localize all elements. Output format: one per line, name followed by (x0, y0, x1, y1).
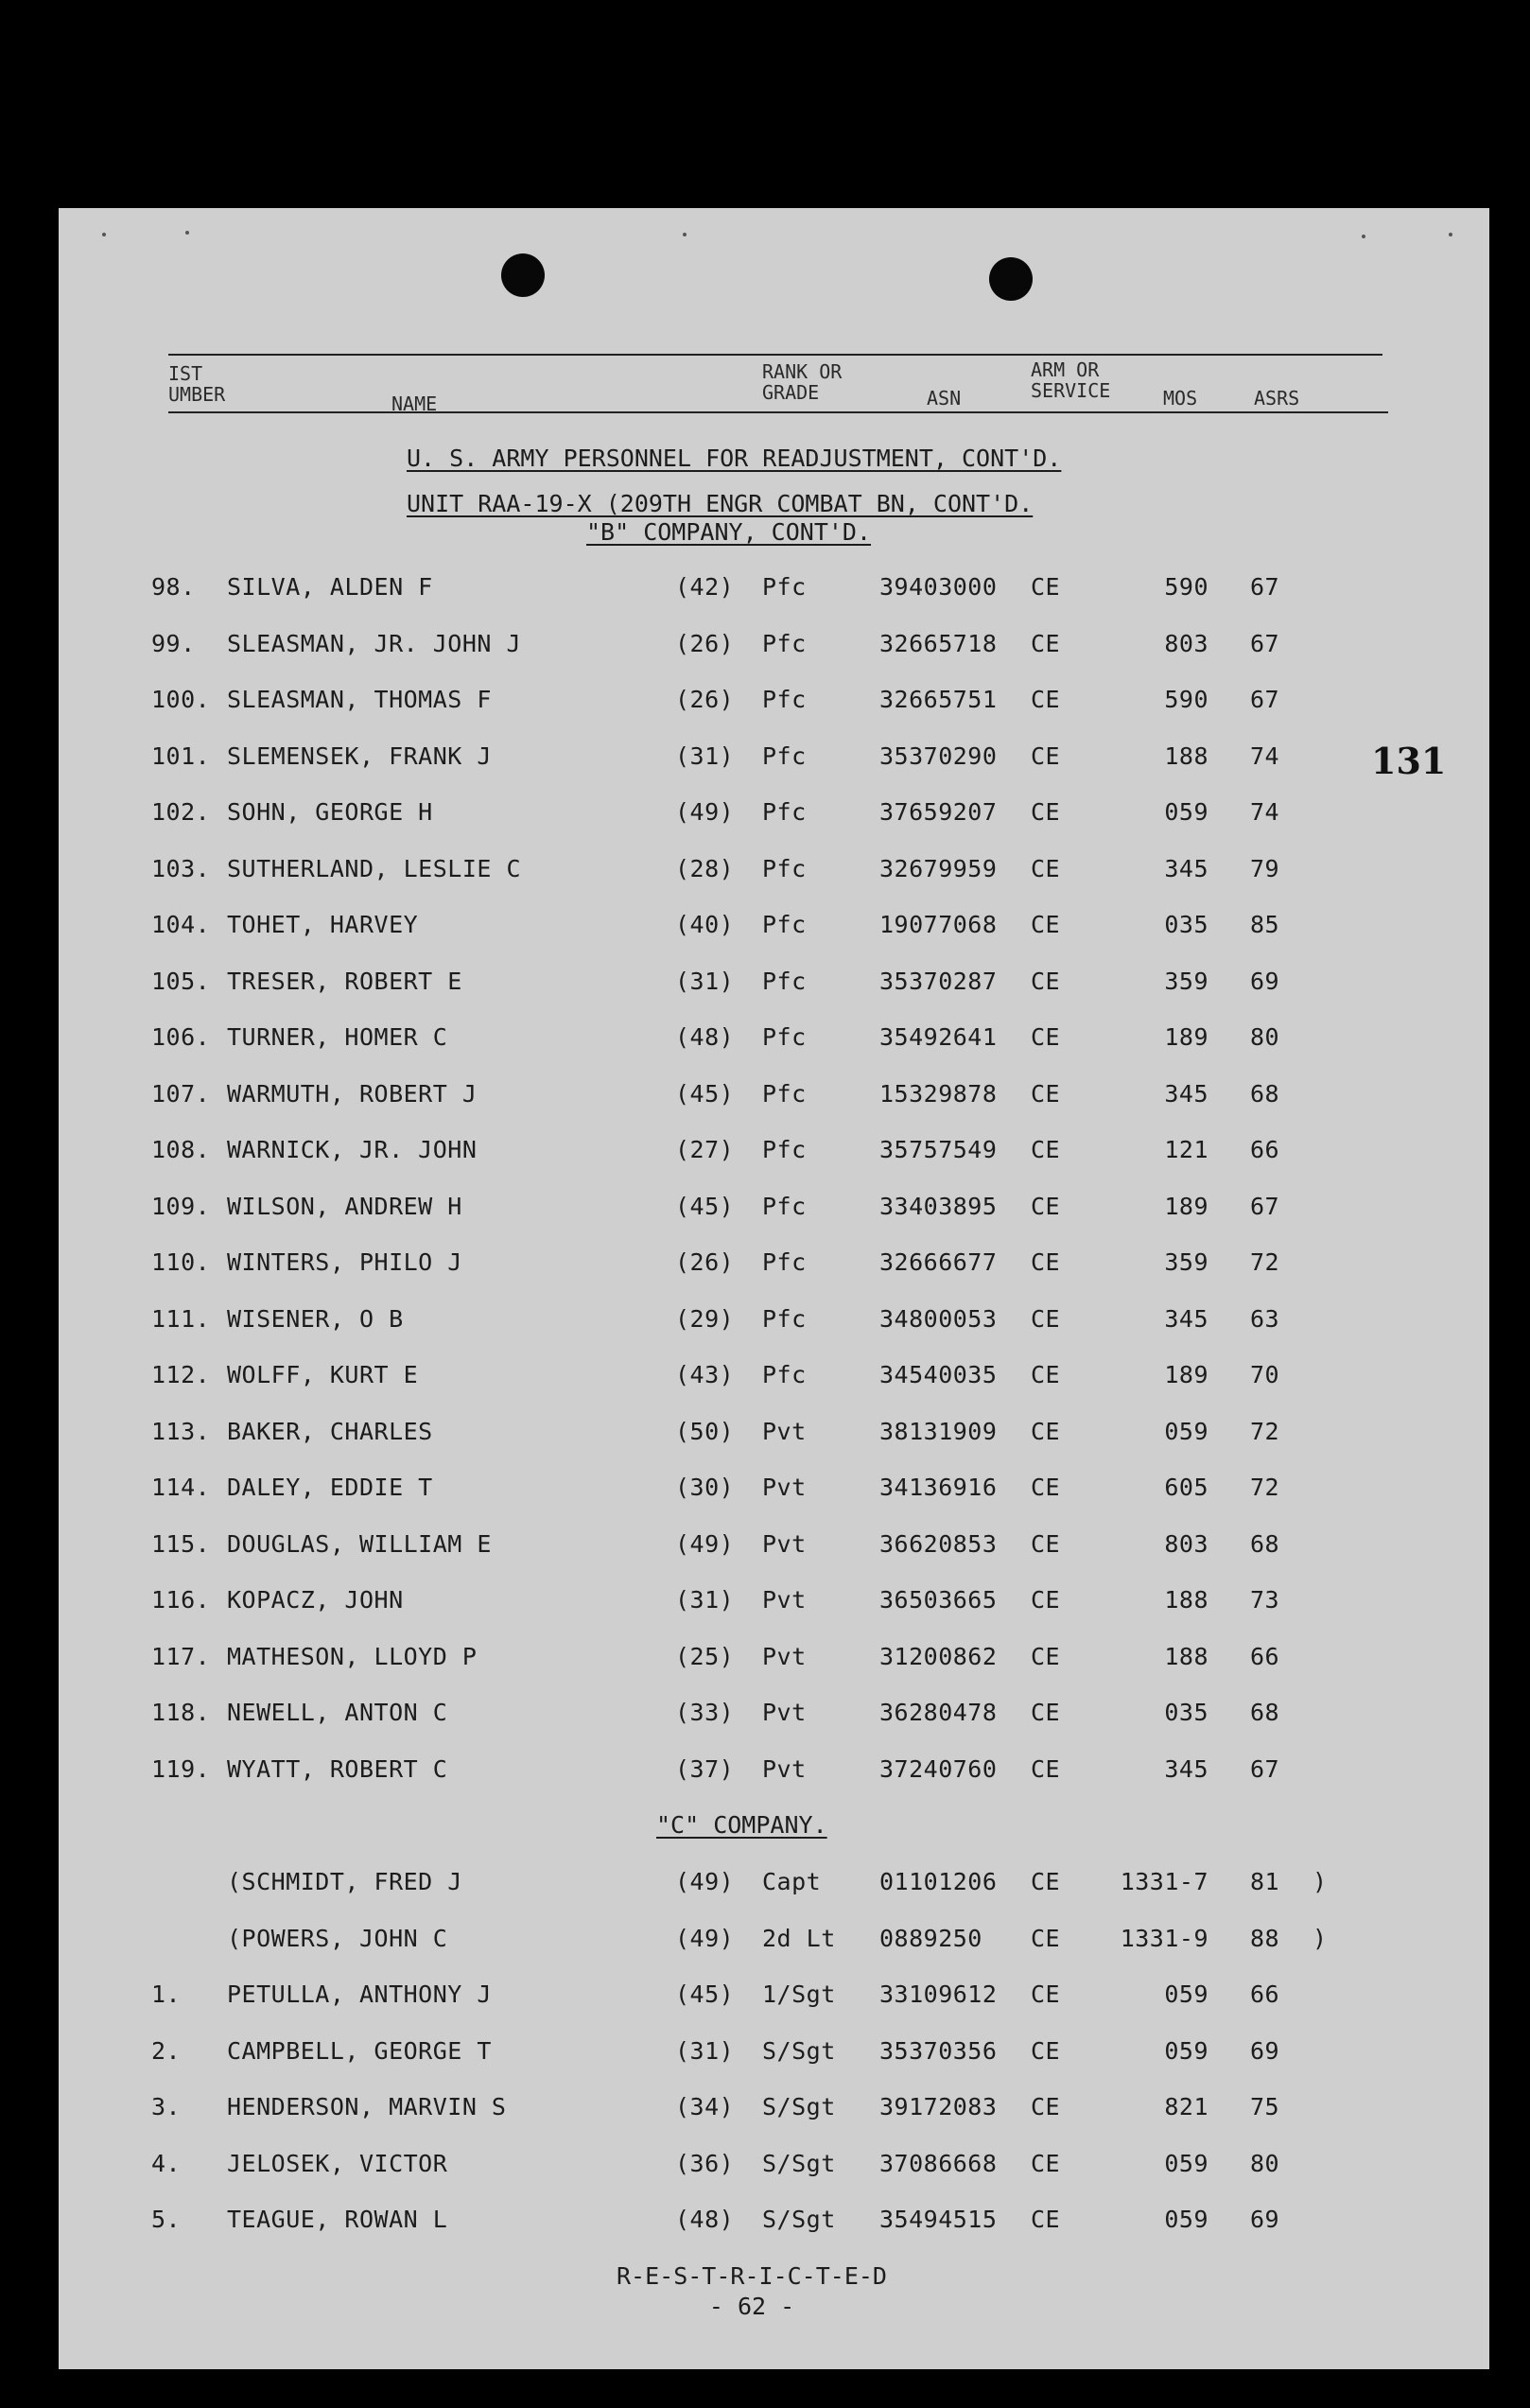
row-asrs: 81 (1250, 1868, 1280, 1895)
row-age: (31) (675, 742, 735, 770)
row-asn: 34800053 (879, 1304, 998, 1333)
row-mos: 059 (1164, 798, 1208, 826)
row-number: 5. (151, 2206, 182, 2233)
row-asrs: 67 (1250, 1192, 1280, 1220)
row-asn: 33403895 (879, 1192, 998, 1220)
row-asrs: 80 (1250, 1023, 1280, 1051)
row-rank: Pfc (762, 573, 807, 601)
row-rank: Pvt (762, 1586, 807, 1614)
row-mos: 345 (1164, 1754, 1208, 1783)
row-name: JELOSEK, VICTOR (227, 2149, 448, 2177)
c-company-title: "C" COMPANY. (656, 1811, 827, 1839)
row-arm: CE (1031, 1023, 1061, 1051)
row-arm: CE (1031, 1079, 1061, 1108)
row-mos: 590 (1164, 573, 1208, 601)
row-mos: 059 (1164, 1417, 1208, 1445)
row-number: 117. (151, 1642, 211, 1670)
row-arm: CE (1031, 1754, 1061, 1783)
row-rank: Pfc (762, 967, 807, 995)
row-name: WARNICK, JR. JOHN (227, 1136, 478, 1163)
row-asrs: 66 (1250, 1980, 1280, 2008)
row-asn: 37240760 (879, 1754, 998, 1783)
row-asn: 35757549 (879, 1136, 998, 1163)
row-asn: 32665751 (879, 686, 998, 713)
row-name: SLEMENSEK, FRANK J (227, 742, 492, 770)
row-mos: 821 (1164, 2093, 1208, 2120)
row-rank: Pfc (762, 1136, 807, 1163)
row-arm: CE (1031, 2093, 1061, 2120)
row-age: (26) (675, 1248, 735, 1276)
row-age: (49) (675, 1529, 735, 1558)
row-number: 2. (151, 2036, 182, 2065)
row-rank: Capt (762, 1868, 822, 1895)
row-mos: 059 (1164, 2206, 1208, 2233)
row-number: 4. (151, 2149, 182, 2177)
row-name: DOUGLAS, WILLIAM E (227, 1529, 492, 1558)
row-age: (33) (675, 1699, 735, 1726)
header-top-rule (168, 354, 1382, 356)
header-asrs: ASRS (1254, 387, 1300, 410)
row-name: BAKER, CHARLES (227, 1417, 433, 1445)
row-asrs: 66 (1250, 1642, 1280, 1670)
row-number: 119. (151, 1754, 211, 1783)
row-asn: 31200862 (879, 1642, 998, 1670)
row-age: (27) (675, 1136, 735, 1163)
paper-speck (1362, 235, 1365, 238)
row-asn: 19077068 (879, 911, 998, 938)
row-name: WOLFF, KURT E (227, 1361, 419, 1388)
row-number: 116. (151, 1586, 211, 1614)
row-arm: CE (1031, 1868, 1061, 1895)
row-asn: 01101206 (879, 1868, 998, 1895)
page-number: - 62 - (708, 2293, 795, 2320)
row-rank: Pvt (762, 1529, 807, 1558)
row-age: (50) (675, 1417, 735, 1445)
row-age: (34) (675, 2093, 735, 2120)
row-mos: 803 (1164, 629, 1208, 657)
row-asn: 35370356 (879, 2036, 998, 2065)
row-number: 109. (151, 1192, 211, 1220)
row-close-paren: ) (1313, 1868, 1328, 1895)
row-arm: CE (1031, 798, 1061, 826)
row-arm: CE (1031, 1586, 1061, 1614)
row-age: (42) (675, 573, 735, 601)
row-name: (SCHMIDT, FRED J (227, 1868, 462, 1895)
header-bottom-rule (168, 411, 1388, 413)
row-rank: Pfc (762, 742, 807, 770)
row-age: (31) (675, 1586, 735, 1614)
row-age: (26) (675, 629, 735, 657)
row-arm: CE (1031, 1192, 1061, 1220)
header-rank: RANK OR GRADE (762, 360, 843, 404)
row-mos: 359 (1164, 967, 1208, 995)
row-mos: 035 (1164, 1699, 1208, 1726)
row-name: TEAGUE, ROWAN L (227, 2206, 448, 2233)
row-asrs: 70 (1250, 1361, 1280, 1388)
row-rank: Pvt (762, 1417, 807, 1445)
paper-speck (1449, 233, 1452, 236)
row-age: (31) (675, 2036, 735, 2065)
row-age: (49) (675, 798, 735, 826)
row-asrs: 74 (1250, 798, 1280, 826)
row-arm: CE (1031, 1924, 1061, 1952)
row-arm: CE (1031, 742, 1061, 770)
row-age: (45) (675, 1192, 735, 1220)
row-age: (45) (675, 1079, 735, 1108)
row-arm: CE (1031, 573, 1061, 601)
header-list-number: IST UMBER (168, 362, 226, 406)
row-rank: Pfc (762, 911, 807, 938)
row-age: (48) (675, 1023, 735, 1051)
row-mos: 059 (1164, 1980, 1208, 2008)
header-mos: MOS (1163, 387, 1198, 410)
row-asn: 35494515 (879, 2206, 998, 2233)
paper-speck (102, 233, 106, 236)
row-asrs: 72 (1250, 1248, 1280, 1276)
row-mos: 035 (1164, 911, 1208, 938)
row-rank: Pvt (762, 1474, 807, 1501)
row-mos: 188 (1164, 1642, 1208, 1670)
row-mos: 189 (1164, 1192, 1208, 1220)
row-number: 111. (151, 1304, 211, 1333)
row-asrs: 67 (1250, 686, 1280, 713)
row-number: 113. (151, 1417, 211, 1445)
row-asn: 38131909 (879, 1417, 998, 1445)
row-arm: CE (1031, 2149, 1061, 2177)
row-asrs: 73 (1250, 1586, 1280, 1614)
header-arm: ARM OR SERVICE (1031, 358, 1111, 402)
row-name: SOHN, GEORGE H (227, 798, 433, 826)
row-asn: 35370290 (879, 742, 998, 770)
row-name: SLEASMAN, JR. JOHN J (227, 629, 522, 657)
row-arm: CE (1031, 1136, 1061, 1163)
row-arm: CE (1031, 1474, 1061, 1501)
row-asn: 36280478 (879, 1699, 998, 1726)
punch-hole-left (501, 253, 545, 297)
row-asrs: 74 (1250, 742, 1280, 770)
header-asn: ASN (927, 387, 962, 410)
header-name: NAME (391, 393, 438, 415)
row-number: 107. (151, 1079, 211, 1108)
row-mos: 345 (1164, 854, 1208, 882)
page-stamp-number: 131 (1371, 740, 1447, 782)
row-number: 3. (151, 2093, 182, 2120)
row-asrs: 79 (1250, 854, 1280, 882)
row-asrs: 63 (1250, 1304, 1280, 1333)
row-age: (45) (675, 1980, 735, 2008)
row-arm: CE (1031, 1699, 1061, 1726)
row-age: (31) (675, 967, 735, 995)
row-arm: CE (1031, 1642, 1061, 1670)
row-name: WINTERS, PHILO J (227, 1248, 462, 1276)
row-number: 118. (151, 1699, 211, 1726)
row-number: 99. (151, 629, 196, 657)
row-name: TRESER, ROBERT E (227, 967, 462, 995)
row-name: WARMUTH, ROBERT J (227, 1079, 478, 1108)
row-name: SLEASMAN, THOMAS F (227, 686, 492, 713)
row-age: (43) (675, 1361, 735, 1388)
row-rank: 1/Sgt (762, 1980, 836, 2008)
row-arm: CE (1031, 1361, 1061, 1388)
row-asrs: 85 (1250, 911, 1280, 938)
row-name: CAMPBELL, GEORGE T (227, 2036, 492, 2065)
paper-speck (683, 233, 687, 236)
row-name: WYATT, ROBERT C (227, 1754, 448, 1783)
row-rank: 2d Lt (762, 1924, 836, 1952)
row-age: (49) (675, 1924, 735, 1952)
row-age: (30) (675, 1474, 735, 1501)
row-number: 102. (151, 798, 211, 826)
row-asrs: 67 (1250, 1754, 1280, 1783)
row-rank: Pfc (762, 1192, 807, 1220)
company-title: "B" COMPANY, CONT'D. (586, 518, 872, 546)
row-arm: CE (1031, 967, 1061, 995)
row-number: 108. (151, 1136, 211, 1163)
row-mos: 345 (1164, 1079, 1208, 1108)
row-arm: CE (1031, 1304, 1061, 1333)
row-rank: Pfc (762, 1248, 807, 1276)
row-arm: CE (1031, 686, 1061, 713)
row-rank: Pvt (762, 1642, 807, 1670)
row-arm: CE (1031, 1529, 1061, 1558)
row-arm: CE (1031, 2036, 1061, 2065)
row-mos: 188 (1164, 1586, 1208, 1614)
row-rank: S/Sgt (762, 2036, 836, 2065)
row-mos: 1331-7 (1120, 1868, 1208, 1895)
row-age: (36) (675, 2149, 735, 2177)
row-name: SILVA, ALDEN F (227, 573, 433, 601)
row-asn: 35492641 (879, 1023, 998, 1051)
row-asn: 33109612 (879, 1980, 998, 2008)
row-mos: 189 (1164, 1361, 1208, 1388)
row-arm: CE (1031, 1980, 1061, 2008)
row-asn: 36620853 (879, 1529, 998, 1558)
row-number: 101. (151, 742, 211, 770)
row-asrs: 69 (1250, 967, 1280, 995)
row-asn: 36503665 (879, 1586, 998, 1614)
row-asn: 32666677 (879, 1248, 998, 1276)
row-age: (25) (675, 1642, 735, 1670)
row-age: (28) (675, 854, 735, 882)
row-arm: CE (1031, 1417, 1061, 1445)
row-asrs: 69 (1250, 2206, 1280, 2233)
unit-title: UNIT RAA-19-X (209TH ENGR COMBAT BN, CONT'D. (407, 490, 1034, 517)
paper-speck (185, 231, 189, 235)
row-rank: S/Sgt (762, 2149, 836, 2177)
row-asn: 37086668 (879, 2149, 998, 2177)
punch-hole-right (989, 257, 1033, 301)
row-asrs: 88 (1250, 1924, 1280, 1952)
row-number: 105. (151, 967, 211, 995)
section-title: U. S. ARMY PERSONNEL FOR READJUSTMENT, CONT'D. (407, 445, 1062, 472)
row-age: (37) (675, 1754, 735, 1783)
row-number: 103. (151, 854, 211, 882)
row-asrs: 68 (1250, 1079, 1280, 1108)
row-age: (48) (675, 2206, 735, 2233)
row-name: WILSON, ANDREW H (227, 1192, 462, 1220)
row-age: (49) (675, 1868, 735, 1895)
row-arm: CE (1031, 2206, 1061, 2233)
row-name: TOHET, HARVEY (227, 911, 419, 938)
row-age: (29) (675, 1304, 735, 1333)
restricted-marking: R-E-S-T-R-I-C-T-E-D (617, 2262, 887, 2290)
row-rank: Pfc (762, 629, 807, 657)
row-rank: S/Sgt (762, 2206, 836, 2233)
row-arm: CE (1031, 629, 1061, 657)
row-asn: 37659207 (879, 798, 998, 826)
row-close-paren: ) (1313, 1924, 1328, 1952)
row-rank: Pfc (762, 798, 807, 826)
row-rank: Pfc (762, 1304, 807, 1333)
row-mos: 1331-9 (1120, 1924, 1208, 1952)
row-name: KOPACZ, JOHN (227, 1586, 404, 1614)
row-asrs: 69 (1250, 2036, 1280, 2065)
row-name: (POWERS, JOHN C (227, 1924, 448, 1952)
row-mos: 345 (1164, 1304, 1208, 1333)
row-asn: 15329878 (879, 1079, 998, 1108)
row-mos: 803 (1164, 1529, 1208, 1558)
row-number: 110. (151, 1248, 211, 1276)
row-asn: 35370287 (879, 967, 998, 995)
row-asrs: 75 (1250, 2093, 1280, 2120)
row-rank: Pfc (762, 1023, 807, 1051)
row-asn: 39403000 (879, 573, 998, 601)
row-rank: Pfc (762, 686, 807, 713)
row-name: HENDERSON, MARVIN S (227, 2093, 507, 2120)
row-asn: 34136916 (879, 1474, 998, 1501)
row-number: 1. (151, 1980, 182, 2008)
row-name: DALEY, EDDIE T (227, 1474, 433, 1501)
row-name: WISENER, O B (227, 1304, 404, 1333)
row-number: 98. (151, 573, 196, 601)
row-asrs: 72 (1250, 1474, 1280, 1501)
row-number: 104. (151, 911, 211, 938)
row-asrs: 67 (1250, 629, 1280, 657)
row-rank: S/Sgt (762, 2093, 836, 2120)
row-rank: Pfc (762, 1361, 807, 1388)
row-asrs: 80 (1250, 2149, 1280, 2177)
row-age: (26) (675, 686, 735, 713)
row-asrs: 68 (1250, 1699, 1280, 1726)
row-rank: Pvt (762, 1699, 807, 1726)
row-rank: Pfc (762, 1079, 807, 1108)
row-number: 115. (151, 1529, 211, 1558)
row-asrs: 66 (1250, 1136, 1280, 1163)
row-number: 100. (151, 686, 211, 713)
row-arm: CE (1031, 911, 1061, 938)
row-number: 114. (151, 1474, 211, 1501)
row-name: SUTHERLAND, LESLIE C (227, 854, 522, 882)
row-number: 106. (151, 1023, 211, 1051)
row-name: TURNER, HOMER C (227, 1023, 448, 1051)
row-mos: 188 (1164, 742, 1208, 770)
row-asn: 0889250 (879, 1924, 982, 1952)
row-rank: Pvt (762, 1754, 807, 1783)
row-mos: 121 (1164, 1136, 1208, 1163)
row-asn: 32665718 (879, 629, 998, 657)
row-mos: 059 (1164, 2149, 1208, 2177)
row-name: NEWELL, ANTON C (227, 1699, 448, 1726)
row-mos: 605 (1164, 1474, 1208, 1501)
row-asn: 39172083 (879, 2093, 998, 2120)
row-asrs: 68 (1250, 1529, 1280, 1558)
row-mos: 590 (1164, 686, 1208, 713)
row-asn: 32679959 (879, 854, 998, 882)
row-arm: CE (1031, 854, 1061, 882)
row-age: (40) (675, 911, 735, 938)
row-arm: CE (1031, 1248, 1061, 1276)
row-number: 112. (151, 1361, 211, 1388)
row-name: MATHESON, LLOYD P (227, 1642, 478, 1670)
row-mos: 059 (1164, 2036, 1208, 2065)
row-mos: 189 (1164, 1023, 1208, 1051)
row-name: PETULLA, ANTHONY J (227, 1980, 492, 2008)
row-rank: Pfc (762, 854, 807, 882)
row-asrs: 67 (1250, 573, 1280, 601)
row-asn: 34540035 (879, 1361, 998, 1388)
row-mos: 359 (1164, 1248, 1208, 1276)
row-asrs: 72 (1250, 1417, 1280, 1445)
